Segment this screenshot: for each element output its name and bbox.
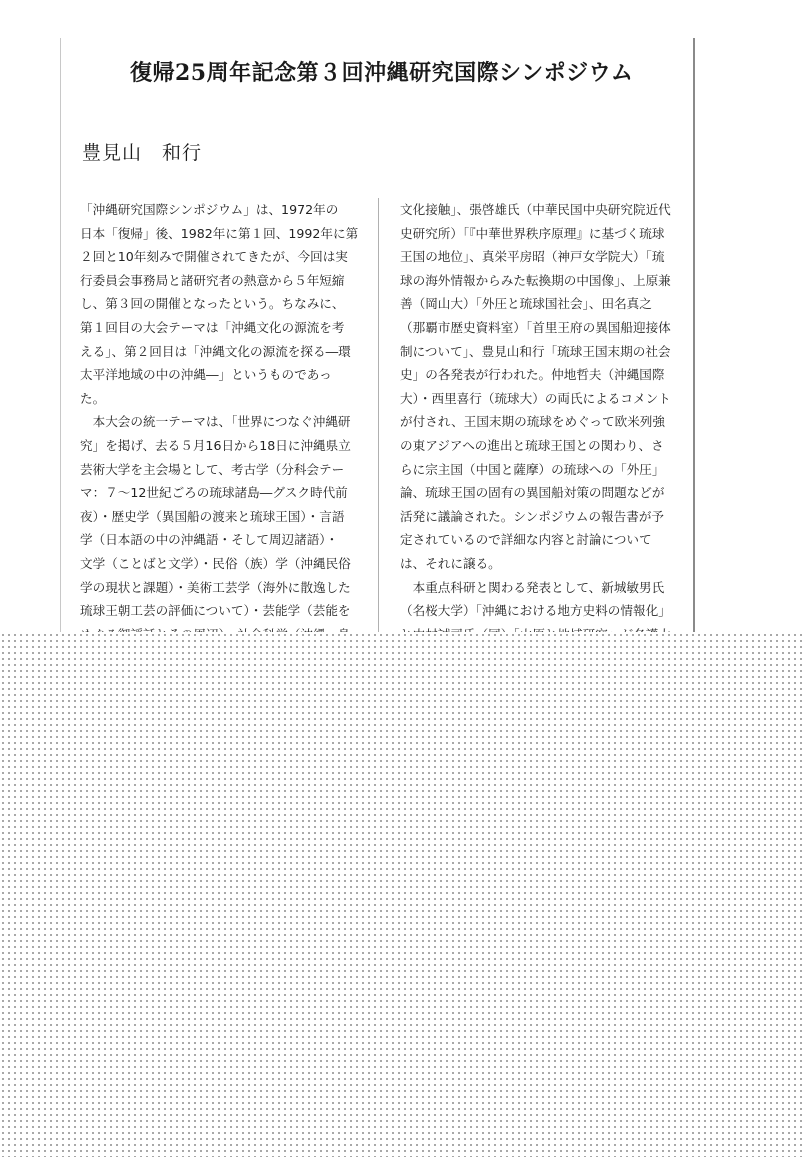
text-line: 本重点科研と関わる発表として、新城敏男氏 [400, 579, 665, 595]
text-line: た。 [80, 390, 106, 406]
text-line: 琉球王朝工芸の評価について）・芸能学（芸能を [80, 603, 351, 619]
text-line: が付され、王国末期の琉球をめぐって欧米列強 [400, 414, 665, 430]
text-line: 制について」、豊見山和行「琉球王国末期の社会 [400, 343, 671, 359]
page-edge-left [60, 38, 61, 638]
text-line: の東アジアへの進出と琉球王国との関わり、さ [400, 437, 664, 453]
text-line: し、第３回の開催となったという。ちなみに、 [80, 296, 345, 312]
text-line: 活発に議論された。シンポジウムの報告書が予 [400, 508, 665, 524]
left-column [80, 198, 359, 646]
text-line: 善（岡山大）「外圧と琉球国社会」、田名真之 [400, 296, 652, 312]
text-line: 本大会の統一テーマは、「世界につなぐ沖縄研 [80, 414, 351, 430]
text-line: 芸術大学を主会場として、考古学（分科会テー [80, 461, 345, 477]
page-edge-right [693, 38, 695, 638]
text-line: える」、第２回目は「沖縄文化の源流を探る―環 [80, 343, 351, 359]
text-line: 学の現状と課題）・美術工芸学（海外に散逸した [80, 579, 351, 595]
text-line: 第１回目の大会テーマは「沖縄文化の源流を考 [80, 319, 345, 335]
text-line: 大）・西里喜行（琉球大）の両氏によるコメント [400, 390, 671, 406]
article-title: 復帰25周年記念第３回沖縄研究国際シンポジウム [130, 60, 634, 86]
article-author: 豊見山 和行 [82, 142, 203, 164]
text-line: 論、琉球王国の固有の異国船対策の問題などが [400, 485, 665, 501]
text-line: 史研究所）「『中華世界秩序原理』に基づく琉球 [400, 225, 665, 241]
text-line: 史」の各発表が行われた。仲地哲夫（沖縄国際 [400, 367, 665, 383]
text-line: ２回と10年刻みで開催されてきたが、今回は実 [80, 249, 348, 265]
text-line: 行委員会事務局と諸研究者の熱意から５年短縮 [80, 272, 345, 288]
text-line: マ：７～12世紀ごろの琉球諸島―グスク時代前 [80, 485, 348, 501]
text-line: 定されているので詳細な内容と討論について [400, 532, 652, 548]
text-line: 夜）・歴史学（異国船の渡来と琉球王国）・言語 [80, 508, 345, 524]
text-line: 文化接触」、張啓雄氏（中華民国中央研究院近代 [400, 202, 671, 217]
text-line: 球の海外情報からみた転換期の中国像」、上原兼 [400, 272, 671, 288]
text-line: は、それに譲る。 [400, 555, 501, 571]
text-line: 究」を掲げ、去る５月16日から18日に沖縄県立 [80, 437, 351, 453]
text-line: （那覇市歴史資料室）「首里王府の異国船迎接体 [400, 319, 671, 335]
text-line: 太平洋地域の中の沖縄―」というものであっ [80, 367, 332, 383]
text-line: らに宗主国（中国と薩摩）の琉球への「外圧」 [400, 461, 665, 477]
text-line: （名桜大学）「沖縄における地方史料の情報化」 [400, 603, 671, 619]
column-divider [378, 198, 379, 638]
dotted-blank-region [0, 632, 804, 1157]
text-line: 王国の地位」、真栄平房昭（神戸女学院大）「琉 [400, 249, 665, 265]
text-line: 「沖縄研究国際シンポジウム」は、1972年の [80, 202, 339, 217]
text-line: 文学（ことばと文学）・民俗（族）学（沖縄民俗 [80, 555, 351, 571]
text-line: 学（日本語の中の沖縄語・そして周辺諸語）・ [80, 532, 339, 548]
text-line: 日本「復帰」後、1982年に第１回、1992年に第 [80, 225, 359, 241]
right-column [400, 198, 674, 646]
